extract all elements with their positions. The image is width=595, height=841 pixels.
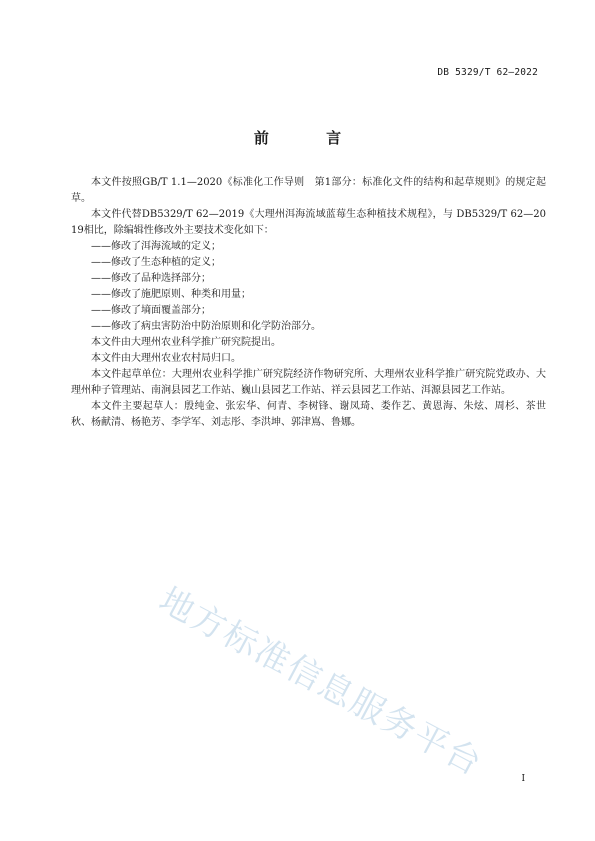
change-item: ——修改了生态种植的定义；: [91, 257, 221, 268]
page-number: I: [521, 774, 525, 784]
document-body: [71, 175, 546, 431]
change-item: ——修改了病虫害防治中防治原则和化学防治部分。: [91, 321, 321, 332]
change-item: ——修改了墒面覆盖部分；: [91, 305, 211, 316]
paragraph-proposer: 本文件由大理州农业科学推广研究院提出。: [91, 337, 281, 348]
page-title: 前 言: [253, 129, 368, 147]
paragraph-drafters: 本文件主要起草人：殷纯金、张宏华、何青、李树锋、谢凤琦、娄作艺、黄恩海、朱炫、周杉、茶世秋、杨献清、杨艳芳、李学军、刘志彤、李洪坤、郭津嶌、鲁娜。: [71, 401, 546, 428]
paragraph-drafting-rules: 本文件按照GB/T 1.1—2020《标准化工作导则 第1部分：标准化文件的结构和起草规则》的规定起草。: [71, 177, 546, 204]
watermark: 地方标准信息服务平台: [152, 580, 490, 785]
paragraph-administrator: 本文件由大理州农业农村局归口。: [91, 353, 241, 364]
change-item: ——修改了品种选择部分；: [91, 273, 211, 284]
document-code: DB 5329/T 62—2022: [437, 67, 538, 78]
paragraph-replacement: 本文件代替DB5329/T 62—2019《大理州洱海流域蓝莓生态种植技术规程》，与 DB5329/T 62—2019相比，除编辑性修改外主要技术变化如下：: [71, 209, 546, 236]
change-item: ——修改了施肥原则、种类和用量；: [91, 289, 251, 300]
change-item: ——修改了洱海流域的定义；: [91, 241, 221, 252]
paragraph-drafting-units: 本文件起草单位：大理州农业科学推广研究院经济作物研究所、大理州农业科学推广研究院党政办、大理州种子管理站、南涧县园艺工作站、巍山县园艺工作站、祥云县园艺工作站、洱源县园艺工作站。: [71, 369, 546, 396]
